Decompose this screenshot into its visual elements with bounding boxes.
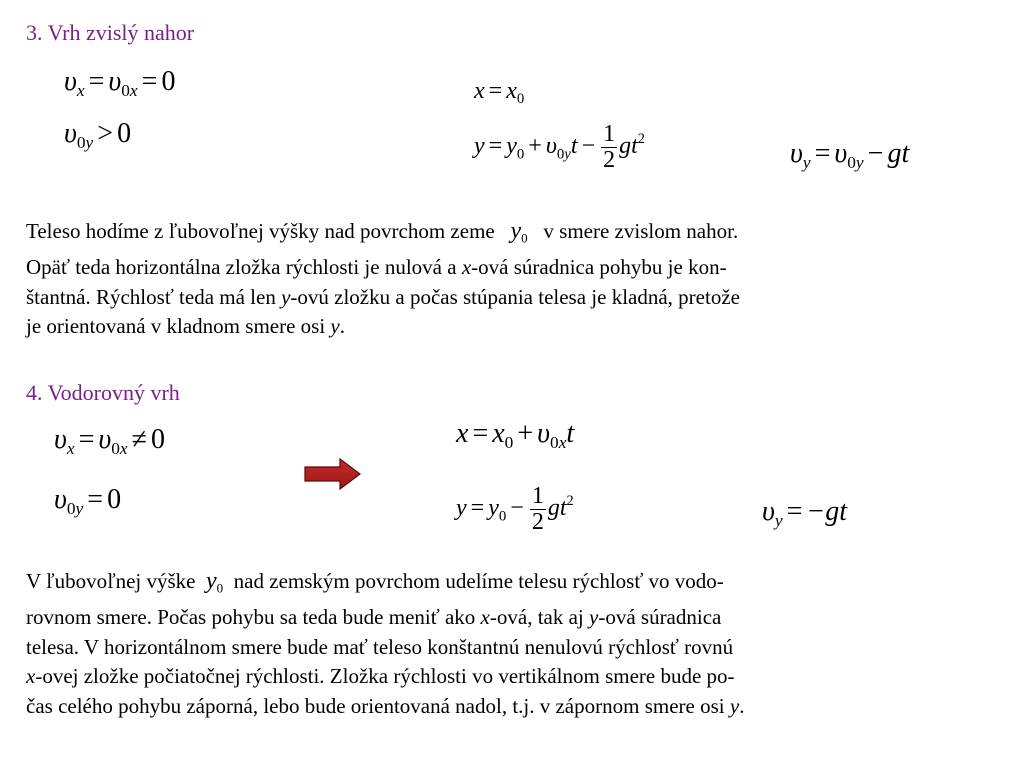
paragraph-line: čas celého pohybu záporná, lebo bude orientovaná nadol, t.j. v zápornom smere osi y. [26,693,745,718]
section-3-paragraph [26,217,1001,342]
section-4-paragraph [26,567,1001,721]
paragraph-line: x-ovej zložke počiatočnej rýchlosti. Zložka rýchlosti vo vertikálnom smere bude po- [26,664,735,689]
eq-x-const: $x = x_0$ [474,78,525,108]
paragraph-line: štantná. Rýchlosť teda má len y-ovú zložku a počas stúpania telesa je kladná, pretože [26,284,740,309]
fraction-half: $\frac{1}{2}$ [531,483,544,536]
paragraph-line: telesa. V horizontálnom smere bude mať teleso konštantnú nenulovú rýchlosť rovnú [26,634,734,659]
eq-vx-nonzero: $\upsilon_x = \upsilon_{0x} \ne 0$ [54,424,166,459]
right-arrow-icon [304,458,362,490]
section-4-title: 4. Vodorovný vrh [26,380,180,405]
eq-vx-zero: $\upsilon_x = \upsilon_{0x} = 0$ [64,66,176,101]
eq-v0y-positive: $\upsilon_{0y} > 0$ [64,118,132,153]
eq-vy-gravity: $\upsilon_y = -gt$ [762,496,848,531]
paragraph-line: V ľubovoľnej výške $y_0$ nad zemským povrchom udelíme telesu rýchlosť vo vodo- [26,568,724,596]
eq-y-fall: $y = y_0$ − $\frac{1}{2}$ $gt^2$ [456,483,574,536]
paragraph-line: Opäť teda horizontálna zložka rýchlosti je nulová a x-ová súradnica pohybu je kon- [26,255,727,280]
eq-x-motion: $x = x_0 + \upsilon_{0x}t$ [456,418,575,453]
paragraph-line: Teleso hodíme z ľubovoľnej výšky nad povrchom zeme $y_0$ v smere zvislom nahor. [26,218,739,246]
paragraph-line: rovnom smere. Počas pohybu sa teda bude meniť ako x-ová, tak aj y-ová súradnica [26,605,722,630]
fraction-half: $\frac{1}{2}$ [603,121,616,174]
eq-y-motion: $y = y_0 + \upsilon_{0y}t$ − $\frac{1}{2}$ $gt^2$ [474,121,645,174]
eq-vy-velocity: $\upsilon_y = \upsilon_{0y}$ − gt [790,138,910,173]
eq-v0y-zero: $\upsilon_{0y} = 0$ [54,484,122,519]
paragraph-line: je orientovaná v kladnom smere osi y. [26,314,345,339]
section-3-title: 3. Vrh zvislý nahor [26,20,195,45]
